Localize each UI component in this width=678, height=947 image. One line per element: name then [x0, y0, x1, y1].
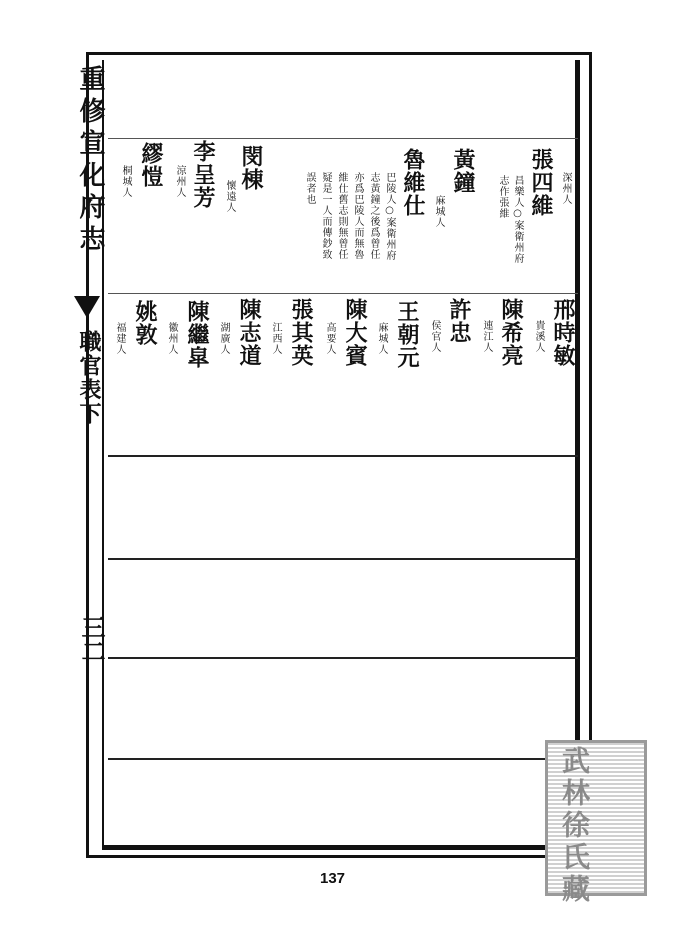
entry-note: 連江人 [481, 320, 492, 353]
entry-note: 麻城人 [433, 195, 444, 228]
entry-note: 巴陵人○案衛州府 [384, 172, 395, 261]
entry-note: 懷遠人 [224, 180, 235, 213]
official-name: 陳希亮 [498, 298, 524, 367]
official-name: 邢時敏 [550, 298, 576, 367]
entry-note: 維仕舊志則無曾任 [336, 172, 347, 260]
official-name: 繆愷 [138, 142, 164, 188]
entry-note: 志作張維 [497, 175, 508, 219]
entry-note: 涼州人 [174, 165, 185, 198]
entry-note: 侯官人 [429, 320, 440, 353]
official-name: 王朝元 [394, 300, 420, 369]
row-divider [108, 558, 578, 560]
entry-note: 亦爲巴陵人而無魯 [352, 172, 363, 260]
official-name: 陳志道 [236, 298, 262, 367]
entry-note: 麻城人 [376, 322, 387, 355]
entry-note: 徽州人 [166, 322, 177, 355]
official-name: 許忠 [446, 298, 472, 344]
row-divider [108, 138, 578, 139]
row-divider [108, 657, 578, 659]
page-number: 137 [320, 870, 346, 887]
official-name: 陳繼皐 [184, 300, 210, 369]
official-name: 張其英 [288, 298, 314, 367]
entry-note: 誤者也 [304, 172, 315, 205]
entry-note: 昌樂人○案衛州府 [512, 175, 523, 264]
entry-note: 志黃鐘之後爲曾任 [368, 172, 379, 260]
entry-note: 福建人 [114, 322, 125, 355]
official-name: 黃鐘 [450, 148, 476, 194]
official-name: 閔棟 [238, 145, 264, 191]
entry-note: 江西人 [270, 322, 281, 355]
entry-note: 桐城人 [120, 165, 131, 198]
official-name: 張四維 [528, 148, 554, 217]
row-divider [108, 293, 578, 294]
row-divider [108, 455, 578, 457]
official-name: 姚敦 [132, 300, 158, 346]
row-divider [108, 758, 578, 760]
entry-note: 深州人 [560, 172, 571, 205]
official-name: 陳大賓 [342, 298, 368, 367]
entry-note: 湖廣人 [218, 322, 229, 355]
entry-note: 貴溪人 [533, 320, 544, 353]
section-title: 職官表下 [76, 330, 102, 426]
folio-mark: 三二 [77, 615, 106, 663]
entry-note: 高要人 [324, 322, 335, 355]
seal-lettering: 武林徐氏藏 [558, 746, 591, 906]
entry-note: 疑是一人而傳鈔致 [320, 172, 331, 260]
official-name: 魯維仕 [400, 148, 426, 217]
official-name: 李呈芳 [190, 140, 216, 209]
book-title: 重修宣化府志 [75, 65, 105, 257]
